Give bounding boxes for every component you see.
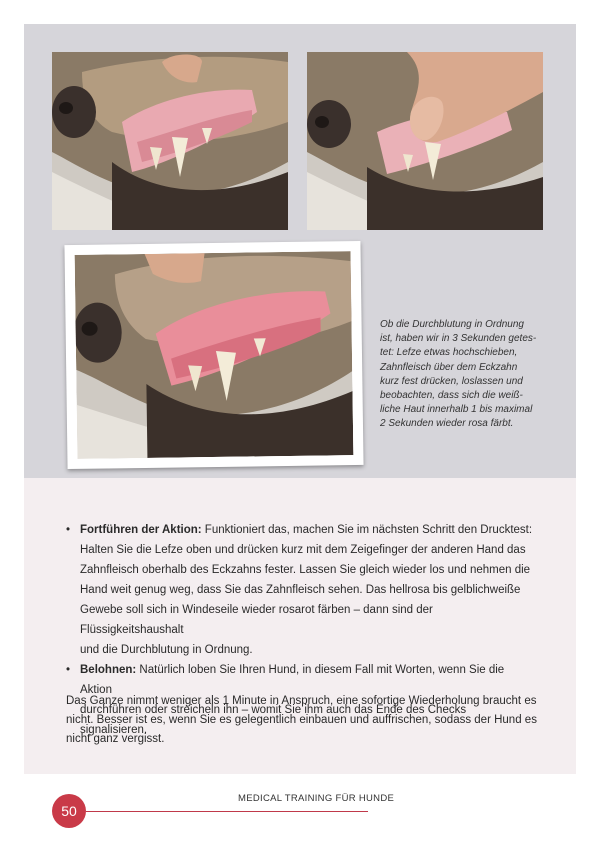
page-number-badge: 50: [52, 794, 86, 828]
caption-line: Zahnfleisch über dem Eckzahn: [380, 361, 518, 373]
bullet-line: Gewebe soll sich in Windeseile wieder rosarot färben – dann sind der Flüssigkeitshaushalt: [80, 604, 433, 636]
dog-gum-photo-pink-again: [75, 251, 354, 459]
bullet-text: Natürlich loben Sie Ihren Hund, in diesem Fall mit Worten, wenn Sie die Aktion: [80, 664, 505, 696]
paragraph-line: nicht ganz vergisst.: [66, 733, 165, 745]
bullet-term: Fortführen der Aktion:: [80, 524, 202, 536]
bullet-term: Belohnen:: [80, 664, 137, 676]
dog-gum-photo-finger-press: [307, 52, 543, 230]
bullet-line: Zahnfleisch oberhalb des Eckzahns fester. Lassen Sie gleich wieder los und nehmen die: [80, 564, 531, 576]
footer-rule: [86, 811, 368, 812]
running-head: MEDICAL TRAINING FÜR HUNDE: [238, 793, 395, 804]
bullet-item-continue: [66, 520, 536, 660]
caption-line: Ob die Durchblutung in Ordnung: [380, 319, 524, 330]
bullet-line: Hand weit genug weg, dass Sie das Zahnfleisch sehen. Das hellrosa bis gelblichweiße: [80, 584, 521, 596]
paragraph-line: nicht. Besser ist es, wenn Sie es gelegentlich einbauen und auffrischen, sodass der Hund es: [66, 714, 537, 726]
bullet-dot: •: [66, 524, 71, 536]
bullet-text: Funktioniert das, machen Sie im nächsten Schritt den Drucktest:: [201, 524, 533, 536]
dog-gum-photo-lip-lifted: [52, 52, 288, 230]
body-paragraph: [66, 692, 546, 749]
caption-line: tet: Lefze etwas hochschieben,: [380, 347, 518, 359]
caption-line: liche Haut innerhalb 1 bis maximal: [380, 404, 533, 416]
photo-caption: [380, 318, 542, 432]
caption-line: 2 Sekunden wieder rosa färbt.: [380, 418, 514, 430]
caption-line: kurz fest drücken, loslassen und: [380, 375, 523, 387]
caption-line: ist, haben wir in 3 Sekunden getes-: [380, 333, 537, 345]
caption-line: beobachten, dass sich die weiß-: [380, 390, 523, 402]
bullet-line: durchführen oder streicheln ihn – womit Sie ihm auch das Ende des Checks signalisieren.: [80, 704, 467, 736]
paragraph-line: Das Ganze nimmt weniger als 1 Minute in Anspruch, eine sofortige Wiederholung braucht es: [66, 695, 537, 707]
bullet-line: [80, 520, 536, 540]
bullet-dot: •: [66, 664, 71, 676]
bullet-line: und die Durchblutung in Ordnung.: [80, 644, 253, 656]
framed-photo: [64, 241, 363, 469]
bullet-line: Halten Sie die Lefze oben und drücken kurz mit dem Zeigefinger der anderen Hand das: [80, 544, 526, 556]
